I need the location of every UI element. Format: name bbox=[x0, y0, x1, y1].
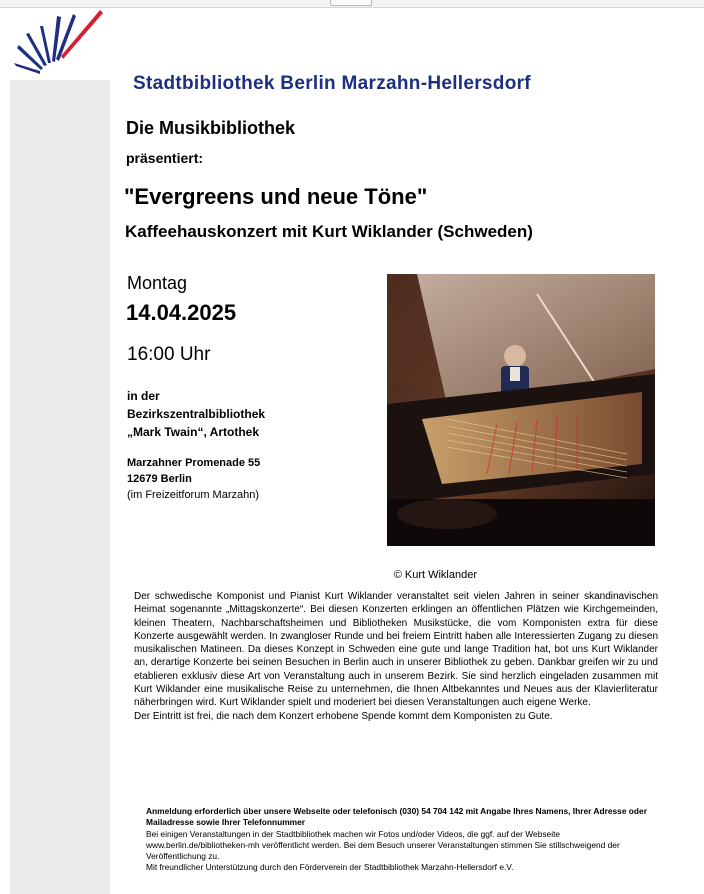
support-note: Mit freundlicher Unterstützung durch den Förderverein der Stadtbibliothek Marzahn-Hellersdorf e.V. bbox=[146, 862, 514, 873]
window-top-bar bbox=[0, 0, 704, 8]
address-city: 12679 Berlin bbox=[127, 473, 192, 485]
description-paragraph: Der schwedische Komponist und Pianist Kurt Wiklander veranstaltet seit vielen Jahren in seiner skandinavischen Heimat sogenannte „Mittagskonzerte“. Bei diesen Konzerten erklingen an öffentlichen Plätzen wie Kirchgemeinden, kleinen Theatern, Nachbarschaftsheimen und Bibliotheken Musikstücke, die vom Komponisten extra für diese Konzerte ausgewählt werden. In zwangloser Runde und bei freiem Eintritt haben alle Interessierten Zugang zu diesen musikalischen Matineen. Da dieses Konzept in Schweden eine gute und lange Tradition hat, bot uns Kurt Wiklander an, derartige Konzerte bei seinen Besuchen in Berlin auch in unserer Bibliothek zu geben. Dankbar greifen wir zu und etablieren exklusiv diese Art von Veranstaltung auch in unserem Bezirk. Sie sind herzlich eingeladen zusammen mit Kurt Wiklander eine musikalische Reise zu unternehmen, die Ihnen Altbekanntes und Neues aus der Klavierliteratur näherbringen wird. Kurt Wiklander spielt und moderiert bei diesen Veranstaltungen auch eigene Werke. bbox=[134, 591, 658, 709]
address-block bbox=[127, 455, 260, 503]
event-date: 14.04.2025 bbox=[126, 300, 237, 325]
event-title: "Evergreens und neue Töne" bbox=[124, 184, 428, 209]
registration-note: Anmeldung erforderlich über unsere Webseite oder telefonisch (030) 54 704 142 mit Angabe Ihres Namens, Ihrer Adresse oder Mailadresse sowie Ihrer Telefonnummer bbox=[146, 806, 647, 828]
venue-name-line1: Bezirkszentralbibliothek bbox=[127, 407, 266, 421]
department-heading: Die Musikbibliothek bbox=[126, 118, 296, 138]
admission-note: Der Eintritt ist frei, die nach dem Konzert erhobene Spende kommt dem Komponisten zu Gute. bbox=[134, 710, 553, 722]
venue-intro: in der bbox=[127, 389, 160, 403]
pianist-photo bbox=[387, 274, 655, 546]
footer-notes bbox=[146, 806, 656, 874]
venue-block bbox=[127, 387, 265, 441]
address-note: (im Freizeitforum Marzahn) bbox=[127, 489, 260, 501]
library-name-heading: Stadtbibliothek Berlin Marzahn-Hellersdorf bbox=[133, 73, 531, 94]
toolbar-tab-handle[interactable] bbox=[330, 0, 372, 6]
photo-credit: © Kurt Wiklander bbox=[393, 569, 477, 581]
venue-name-line2: „Mark Twain“, Artothek bbox=[127, 425, 260, 439]
library-fan-logo-icon bbox=[10, 8, 110, 76]
photo-notice: Bei einigen Veranstaltungen in der Stadtbibliothek machen wir Fotos und/oder Videos, die ggf. auf der Webseite www.berlin.de/bibliotheken-mh veröffentlicht werden. Bei dem Besuch unserer Veranstaltungen stimmen Sie stillschweigend der Veröffentlichung zu. bbox=[146, 828, 620, 862]
event-weekday: Montag bbox=[127, 273, 188, 293]
left-decorative-strip bbox=[10, 80, 110, 894]
event-time: 16:00 Uhr bbox=[127, 344, 211, 365]
event-description bbox=[134, 590, 658, 723]
event-subtitle: Kaffeehauskonzert mit Kurt Wiklander (Schweden) bbox=[125, 222, 533, 241]
address-street: Marzahner Promenade 55 bbox=[127, 457, 261, 469]
presents-label: präsentiert: bbox=[126, 150, 204, 166]
